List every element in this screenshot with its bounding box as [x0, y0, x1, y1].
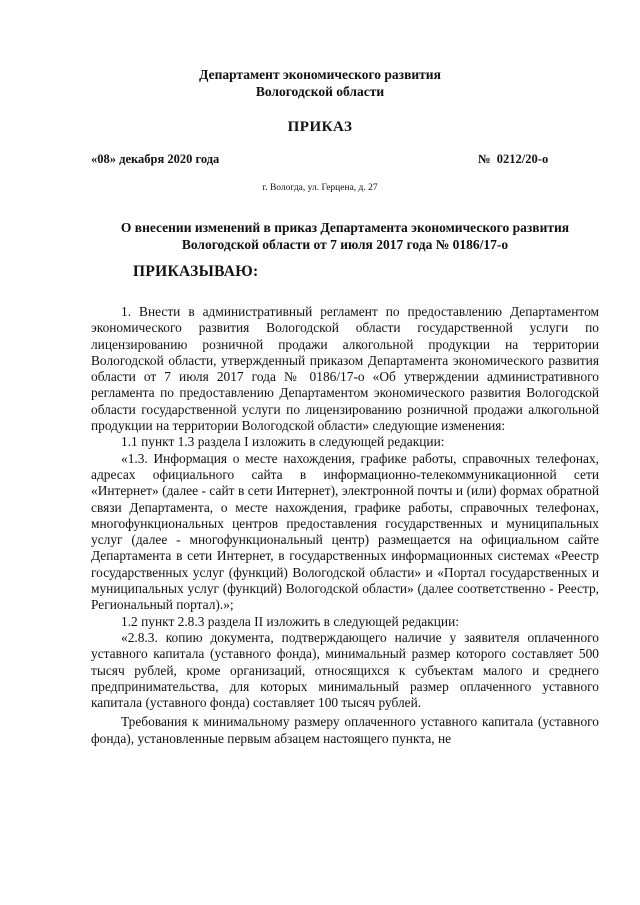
order-subject-line-2: Вологодской области от 7 июля 2017 года № 0186/17-о — [181, 237, 509, 252]
order-date: «08» декабря 2020 года — [91, 152, 220, 166]
order-number: № 0212/20-о — [478, 152, 549, 166]
paragraph-6: Требования к минимальному размеру оплаченного уставного капитала (уставного фонда), установленные первым абзацем настоящего пункта, не — [91, 714, 599, 746]
order-subject — [91, 219, 599, 253]
organization-name-line-2: Вологодской области — [255, 84, 385, 99]
order-subject-line-1: О внесении изменений в приказ Департамента экономического развития — [120, 220, 570, 235]
document-body — [91, 304, 599, 747]
document-type-title: ПРИКАЗ — [287, 119, 353, 135]
organization-name-line-1: Департамент экономического развития — [199, 67, 441, 82]
paragraph-5: «2.8.3. копию документа, подтверждающего наличие у заявителя оплаченного уставного капитала (уставного фонда), минимальный размер которого составляет 500 тысяч рублей, кроме организаций, относящихся к субъектам малого и среднего предпринимательства, для которых минимальный размер оплаченного уставного капитала (уставного фонда) составляет 100 тысяч рублей. — [91, 629, 599, 711]
order-place: г. Вологда, ул. Герцена, д. 27 — [262, 183, 378, 193]
decree-word: ПРИКАЗЫВАЮ: — [133, 263, 259, 280]
issuing-organization — [0, 66, 640, 100]
paragraph-4: 1.2 пункт 2.8.3 раздела II изложить в следующей редакции: — [121, 613, 459, 629]
paragraph-3: «1.3. Информация о месте нахождения, графике работы, справочных телефонах, адресах официального сайта в информационно-телекоммуникационной сети «Интернет» (далее - сайт в сети Интернет), электронной почты и (или) формах обратной связи Департамента, о месте нахождения, графике работы, справочных телефонах, многофункциональных центров предоставления государственных и муниципальных услуг (далее - многофункциональный центр) размещается на официальном сайте Департамента в сети Интернет, в государственных информационных системах «Реестр государственных услуг (функций) Вологодской области» и «Портал государственных и муниципальных услуг (функций) Вологодской области» (далее соответственно - Реестр, Региональный портал).»; — [91, 450, 599, 613]
paragraph-1: 1. Внести в административный регламент по предоставлению Департаментом экономического развития Вологодской области государственной услуги по лицензированию розничной продажи алкогольной продукции на территории Вологодской области, утвержденный приказом Департамента экономического развития области от 7 июля 2017 года № 0186/17-о «Об утверждении административного регламента по предоставлению Департаментом экономического развития Вологодской области государственной услуги по лицензированию розничной продажи алкогольной продукции на территории Вологодской области» следующие изменения: — [91, 304, 599, 434]
paragraph-2: 1.1 пункт 1.3 раздела I изложить в следующей редакции: — [121, 434, 445, 450]
